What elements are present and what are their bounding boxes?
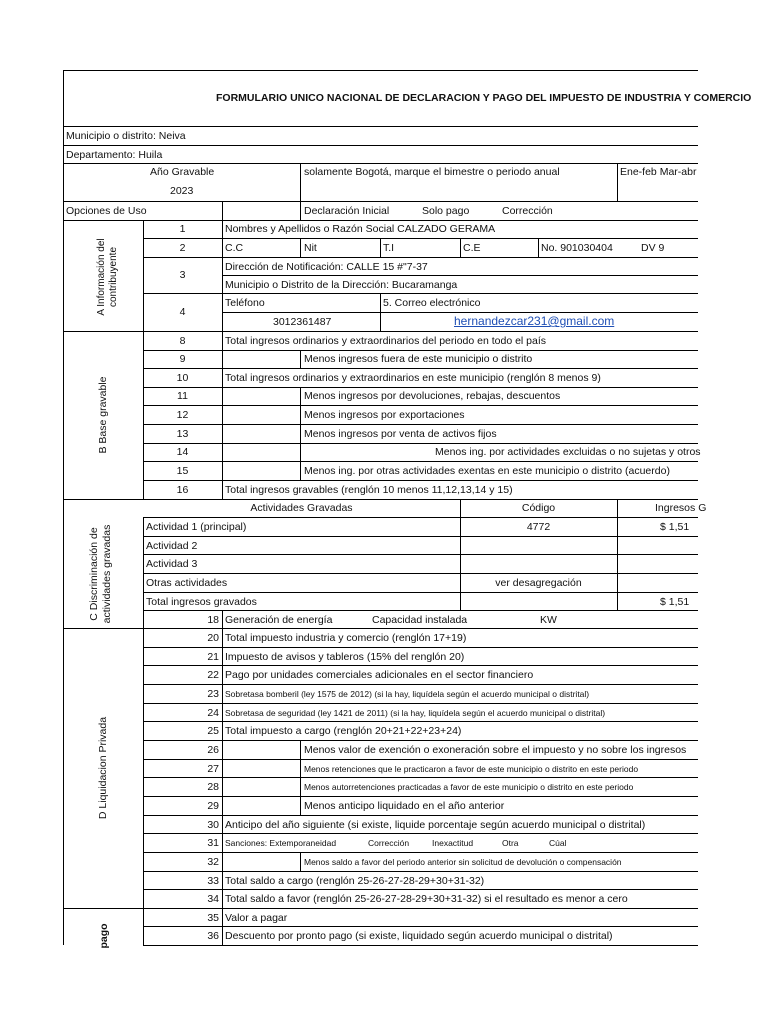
direccion-field[interactable]: Dirección de Notificación: CALLE 15 #"7-37	[225, 261, 428, 273]
row-number: 3	[179, 269, 186, 281]
opciones-uso-label: Opciones de Uso	[66, 205, 147, 217]
option-declaracion-inicial[interactable]: Declaración Inicial	[304, 205, 390, 217]
id-type-cc[interactable]: C.C	[225, 242, 244, 254]
row-23-text: Sobretasa bomberil (ley 1575 de 2012) (si la hay, liquídela según el acuerdo municipal o distrital)	[225, 689, 590, 699]
row-number: 9	[179, 353, 186, 365]
row-number: 31	[207, 837, 219, 849]
row-22-text: Pago por unidades comerciales adicionales en el sector financiero	[225, 669, 534, 681]
telefono-label: Teléfono	[225, 297, 265, 309]
form-title: FORMULARIO UNICO NACIONAL DE DECLARACION Y PAGO DEL IMPUESTO DE INDUSTRIA Y COMERCIO	[216, 92, 752, 104]
row-number: 24	[207, 707, 219, 719]
row-number: 32	[207, 856, 219, 868]
actividad-2-label: Actividad 2	[146, 540, 198, 552]
row-number: 12	[176, 409, 189, 421]
row-number: 4	[179, 306, 186, 318]
row-21-text: Impuesto de avisos y tableros (15% del renglón 20)	[225, 651, 465, 663]
row-16-text: Total ingresos gravables (renglón 10 menos 11,12,13,14 y 15)	[225, 484, 513, 496]
dv-field[interactable]: DV 9	[641, 242, 665, 254]
row-number: 36	[207, 930, 219, 942]
row-number: 1	[179, 223, 186, 235]
row-10-text: Total ingresos ordinarios y extraordinarios en este municipio (renglón 8 menos 9)	[225, 372, 601, 384]
row-number: 16	[176, 484, 189, 496]
row-26-text: Menos valor de exención o exoneración sobre el impuesto y no sobre los ingresos	[304, 744, 687, 756]
telefono-field[interactable]: 3012361487	[273, 316, 332, 328]
id-number-field[interactable]: No. 901030404	[541, 242, 613, 254]
row-number: 33	[207, 875, 219, 887]
section-c-label-line1: C Discriminación de	[88, 527, 100, 621]
option-solo-pago[interactable]: Solo pago	[422, 205, 470, 217]
actividad-1-codigo[interactable]: 4772	[526, 521, 551, 533]
row-8-text: Total ingresos ordinarios y extraordinarios del periodo en todo el país	[225, 335, 547, 347]
row-36-text: Descuento por pronto pago (si existe, liquidado según acuerdo municipal o distrital)	[225, 930, 613, 942]
row-number: 35	[207, 912, 219, 924]
anio-gravable-value[interactable]: 2023	[170, 185, 194, 197]
municipio-label: Municipio o distrito: Neiva	[66, 130, 186, 142]
email-label: 5. Correo electrónico	[383, 297, 481, 309]
id-type-ti[interactable]: T.I	[383, 242, 395, 254]
capacidad-instalada-label: Capacidad instalada	[372, 614, 468, 626]
kw-label: KW	[540, 614, 557, 626]
row-number: 28	[207, 781, 219, 793]
total-ingresos-gravados-label: Total ingresos gravados	[146, 596, 257, 608]
row-number: 11	[177, 390, 188, 402]
row-29-text: Menos anticipo liquidado en el año anterior	[304, 800, 505, 812]
row-24-text: Sobretasa de seguridad (ley 1421 de 2011) (si la hay, liquídela según el acuerdo municipal o distrital)	[225, 708, 606, 718]
row-number: 2	[179, 242, 186, 254]
row-34-text: Total saldo a favor (renglón 25-26-27-28-29+30+31-32) si el resultado es menor a cero	[225, 893, 628, 905]
row-30-text: Anticipo del año siguiente (si existe, liquide porcentaje según acuerdo municipal o distrital)	[225, 819, 646, 831]
row-number: 21	[207, 651, 219, 663]
actividades-header: Actividades Gravadas	[250, 502, 353, 514]
row-number: 30	[207, 819, 219, 831]
row-12-text: Menos ingresos por exportaciones	[304, 409, 465, 421]
departamento-label: Departamento: Huila	[66, 149, 163, 161]
id-type-nit[interactable]: Nit	[304, 242, 317, 254]
section-d-label: D Liquidacion Privada	[97, 716, 109, 820]
email-link[interactable]: hernandezcar231@gmail.com	[454, 314, 615, 328]
row-20-text: Total impuesto industria y comercio (renglón 17+19)	[225, 632, 467, 644]
row-32-text: Menos saldo a favor del periodo anterior sin solicitud de devolución o compensación	[304, 857, 622, 867]
row-35-text: Valor a pagar	[225, 912, 288, 924]
row-18-text: Generación de energía	[225, 614, 333, 626]
row-11-text: Menos ingresos por devoluciones, rebajas, descuentos	[304, 390, 561, 402]
section-c-label-line2: actividades gravadas	[101, 524, 113, 624]
codigo-header: Código	[521, 502, 556, 514]
otras-actividades-codigo: ver desagregación	[495, 577, 582, 589]
row-27-text: Menos retenciones que le practicaron a favor de este municipio o distrito en este periodo	[304, 764, 639, 774]
row-9-text: Menos ingresos fuera de este municipio o distrito	[304, 353, 533, 365]
section-a-label: A Información del contribuyente	[96, 238, 119, 316]
bimestre-label: solamente Bogotá, marque el bimestre o periodo anual	[304, 166, 560, 178]
row-number: 25	[207, 725, 219, 737]
row-33-text: Total saldo a cargo (renglón 25-26-27-28-29+30+31-32)	[225, 875, 485, 887]
sancion-otra[interactable]: Otra	[502, 838, 519, 848]
id-type-ce[interactable]: C.E	[463, 242, 481, 254]
otras-actividades-label: Otras actividades	[146, 577, 228, 589]
bimestre-options[interactable]: Ene-feb Mar-abr	[620, 166, 697, 178]
row-number: 8	[179, 335, 186, 347]
row-number: 10	[176, 372, 189, 384]
section-e-label: pago	[98, 923, 110, 949]
row-number: 20	[207, 632, 219, 644]
row-number: 27	[207, 763, 219, 775]
section-b-label: B Base gravable	[97, 376, 109, 454]
row-number: 22	[207, 669, 219, 681]
row-25-text: Total impuesto a cargo (renglón 20+21+22+23+24)	[225, 725, 462, 737]
total-ingresos-gravados-value[interactable]: $ 1,51	[660, 596, 690, 608]
actividad-1-ingresos[interactable]: $ 1,51	[660, 521, 690, 533]
sancion-correccion[interactable]: Corrección	[368, 838, 410, 848]
sancion-inexactitud[interactable]: Inexactitud	[432, 838, 474, 848]
razon-social-field[interactable]: Nombres y Apellidos o Razón Social CALZADO GERAMA	[225, 223, 496, 235]
row-13-text: Menos ingresos por venta de activos fijos	[304, 428, 497, 440]
row-number: 34	[207, 893, 219, 905]
actividad-3-label: Actividad 3	[146, 558, 198, 570]
sancion-extemporaneidad[interactable]: Sanciones: Extemporaneidad	[225, 838, 337, 848]
section-c-label	[88, 514, 116, 634]
row-number: 23	[207, 688, 219, 700]
ingresos-header: Ingresos G	[655, 502, 707, 514]
row-number: 15	[176, 465, 189, 477]
row-number: 26	[207, 744, 219, 756]
row-number: 14	[176, 446, 189, 458]
anio-gravable-label: Año Gravable	[150, 166, 215, 178]
row-28-text: Menos autorretenciones practicadas a favor de este municipio o distrito en este periodo	[304, 782, 634, 792]
actividad-1-label: Actividad 1 (principal)	[146, 521, 247, 533]
sancion-cual[interactable]: Cúal	[549, 838, 567, 848]
row-number: 18	[207, 614, 219, 626]
municipio-direccion-field[interactable]: Municipio o Distrito de la Dirección: Bucaramanga	[225, 279, 458, 291]
row-14-text: Menos ing. por actividades excluidas o no sujetas y otros	[435, 446, 701, 458]
row-number: 13	[176, 428, 189, 440]
option-correccion[interactable]: Corrección	[502, 205, 553, 217]
row-15-text: Menos ing. por otras actividades exentas en este municipio o distrito (acuerdo)	[304, 465, 670, 477]
row-number: 29	[207, 800, 219, 812]
